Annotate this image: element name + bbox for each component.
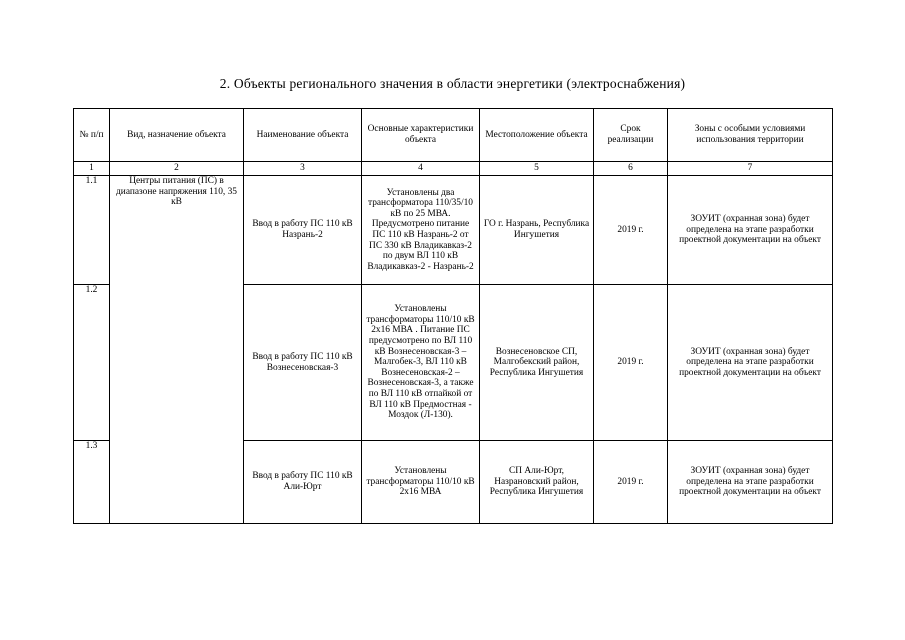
- object-characteristics: Установлены два трансформатора 110/35/10 кВ по 25 МВА. Предусмотрено питание ПС 110 кВ Назрань-2 от ПС 330 кВ Владикавказ-2 по двум ВЛ 110 кВ Владикавказ-2 - Назрань-2: [362, 176, 480, 285]
- column-number: 1: [74, 162, 110, 176]
- object-deadline: 2019 г.: [594, 441, 668, 524]
- object-characteristics: Установлены трансформаторы 110/10 кВ 2х16 МВА: [362, 441, 480, 524]
- header-location: Местоположение объекта: [480, 109, 594, 162]
- object-zone: ЗОУИТ (охранная зона) будет определена на этапе разработки проектной документации на объект: [668, 285, 833, 441]
- table-row: [74, 176, 833, 285]
- column-number: 4: [362, 162, 480, 176]
- column-number: 7: [668, 162, 833, 176]
- column-number: 5: [480, 162, 594, 176]
- object-zone: ЗОУИТ (охранная зона) будет определена на этапе разработки проектной документации на объект: [668, 441, 833, 524]
- header-deadline: Срок реализации: [594, 109, 668, 162]
- header-type: Вид, назначение объекта: [110, 109, 244, 162]
- row-number: 1.3: [74, 441, 110, 524]
- header-characteristics: Основные характеристики объекта: [362, 109, 480, 162]
- column-number: 3: [244, 162, 362, 176]
- object-location: ГО г. Назрань, Республика Ингушетия: [480, 176, 594, 285]
- object-location: СП Али-Юрт, Назрановский район, Республика Ингушетия: [480, 441, 594, 524]
- column-numbers-row: [74, 162, 833, 176]
- header-name: Наименование объекта: [244, 109, 362, 162]
- column-number: 2: [110, 162, 244, 176]
- object-deadline: 2019 г.: [594, 285, 668, 441]
- object-name: Ввод в работу ПС 110 кВ Али-Юрт: [244, 441, 362, 524]
- energy-objects-table: [73, 108, 833, 524]
- row-number: 1.1: [74, 176, 110, 285]
- page-title: 2. Объекты регионального значения в области энергетики (электроснабжения): [219, 76, 686, 91]
- object-type: Центры питания (ПС) в диапазоне напряжения 110, 35 кВ: [110, 176, 244, 524]
- header-num: № п/п: [74, 109, 110, 162]
- object-characteristics: Установлены трансформаторы 110/10 кВ 2х16 МВА . Питание ПС предусмотрено по ВЛ 110 кВ Вознесеновская-3 – Малгобек-3, ВЛ 110 кВ Вознесеновская-2 – Вознесеновская-3, а также по ВЛ 110 кВ отпайкой от ВЛ 110 кВ Предмостная - Моздок (Л-130).: [362, 285, 480, 441]
- object-zone: ЗОУИТ (охранная зона) будет определена на этапе разработки проектной документации на объект: [668, 176, 833, 285]
- row-number: 1.2: [74, 285, 110, 441]
- column-number: 6: [594, 162, 668, 176]
- object-name: Ввод в работу ПС 110 кВ Вознесеновская-3: [244, 285, 362, 441]
- header-row: [74, 109, 833, 162]
- object-name: Ввод в работу ПС 110 кВ Назрань-2: [244, 176, 362, 285]
- object-deadline: 2019 г.: [594, 176, 668, 285]
- object-location: Вознесеновское СП, Малгобекский район, Республика Ингушетия: [480, 285, 594, 441]
- header-zones: Зоны с особыми условиями использования территории: [668, 109, 833, 162]
